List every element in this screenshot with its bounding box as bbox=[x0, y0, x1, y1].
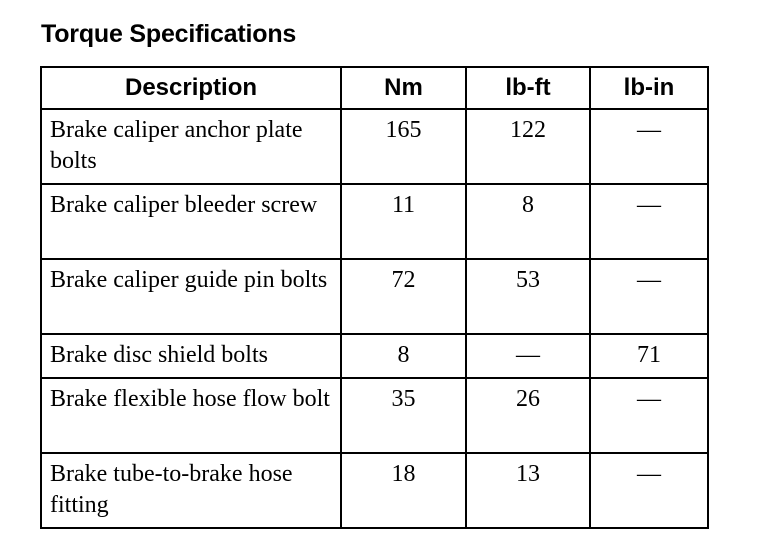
cell-nm: 35 bbox=[341, 378, 466, 453]
cell-lb-ft: 8 bbox=[466, 184, 590, 259]
page-title: Torque Specifications bbox=[41, 20, 297, 48]
cell-nm: 72 bbox=[341, 259, 466, 334]
column-header-lb-ft: lb-ft bbox=[466, 67, 590, 109]
cell-lb-ft: 122 bbox=[466, 109, 590, 184]
column-header-lb-in: lb-in bbox=[590, 67, 708, 109]
torque-specifications-table bbox=[40, 66, 709, 529]
cell-lb-ft: 26 bbox=[466, 378, 590, 453]
table-row bbox=[41, 184, 708, 259]
cell-description: Brake caliper bleeder screw bbox=[41, 184, 341, 259]
column-header-nm: Nm bbox=[341, 67, 466, 109]
cell-nm: 18 bbox=[341, 453, 466, 528]
cell-lb-ft: — bbox=[466, 334, 590, 378]
cell-lb-ft: 13 bbox=[466, 453, 590, 528]
cell-lb-in: — bbox=[590, 453, 708, 528]
column-header-description: Description bbox=[41, 67, 341, 109]
table-row bbox=[41, 334, 708, 378]
cell-description: Brake caliper guide pin bolts bbox=[41, 259, 341, 334]
cell-description: Brake flexible hose flow bolt bbox=[41, 378, 341, 453]
cell-description: Brake caliper anchor plate bolts bbox=[41, 109, 341, 184]
cell-nm: 11 bbox=[341, 184, 466, 259]
cell-lb-in: — bbox=[590, 184, 708, 259]
table-header-row bbox=[41, 67, 708, 109]
cell-lb-ft: 53 bbox=[466, 259, 590, 334]
cell-description: Brake tube-to-brake hose fitting bbox=[41, 453, 341, 528]
cell-description: Brake disc shield bolts bbox=[41, 334, 341, 378]
table-row bbox=[41, 453, 708, 528]
cell-lb-in: — bbox=[590, 259, 708, 334]
cell-lb-in: — bbox=[590, 109, 708, 184]
cell-lb-in: — bbox=[590, 378, 708, 453]
table-row bbox=[41, 378, 708, 453]
cell-nm: 8 bbox=[341, 334, 466, 378]
cell-lb-in: 71 bbox=[590, 334, 708, 378]
cell-nm: 165 bbox=[341, 109, 466, 184]
table-row bbox=[41, 109, 708, 184]
table-row bbox=[41, 259, 708, 334]
